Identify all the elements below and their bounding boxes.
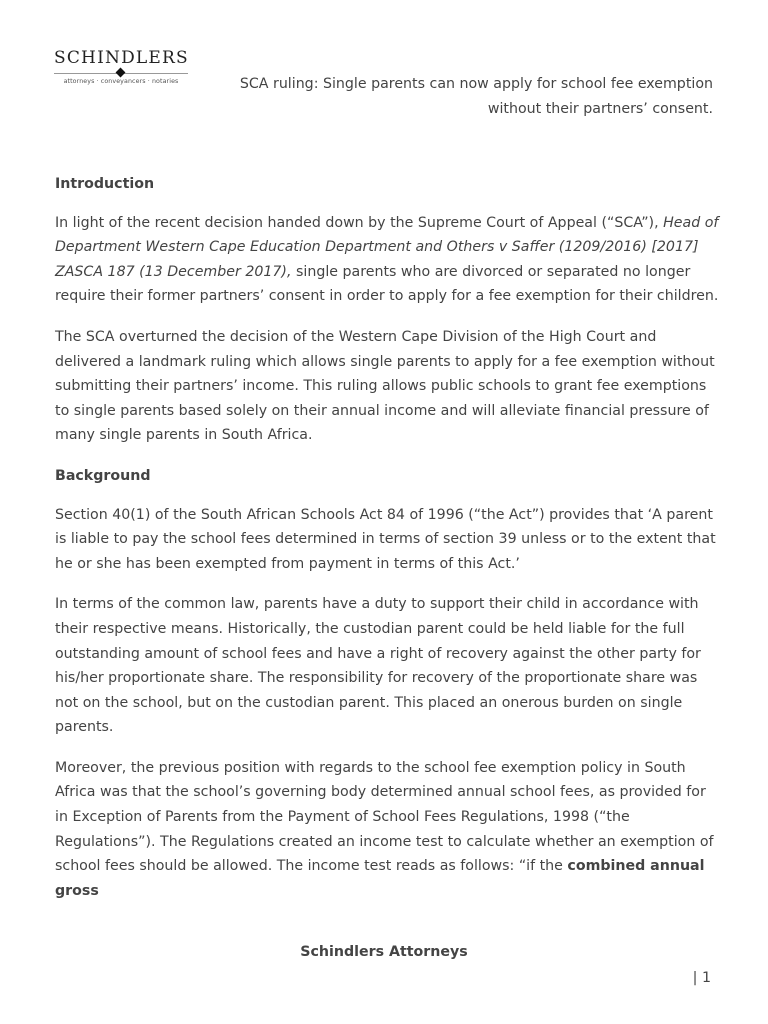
heading-background: Background <box>55 467 151 484</box>
title-line-2: without their partners’ consent. <box>487 100 713 117</box>
footer-firm: Schindlers Attorneys <box>300 944 468 960</box>
heading-introduction: Introduction <box>55 176 155 192</box>
paragraph-1 <box>55 211 720 309</box>
document-title <box>213 72 713 121</box>
paragraph-5 <box>55 756 720 904</box>
case-citation: Head of Department Western Cape Education Department and Others v Saffer (1209/2016) [2017] ZASCA 187 (13 December 2017), <box>55 214 719 280</box>
logo-tagline: attorneys · conveyancers · notaries <box>63 78 179 85</box>
p1-text-end: single parents who are divorced or separated no longer require their former partners’ consent in order to apply for a fee exemption for their children. <box>55 263 719 305</box>
paragraph-3: Section 40(1) of the South African Schools Act 84 of 1996 (“the Act”) provides that ‘A parent is liable to pay the school fees determined in terms of section 39 unless or to the extent that he or she has been exempted from payment in terms of this Act.’ <box>55 506 716 572</box>
paragraph-2: The SCA overturned the decision of the Western Cape Division of the High Court and delivered a landmark ruling which allows single parents to apply for a fee exemption without submitting their partners’ income. This ruling allows public schools to grant fee exemptions to single parents based solely on their annual income and will alleviate financial pressure of many single parents in South Africa. <box>55 328 715 444</box>
document-body <box>55 172 720 919</box>
paragraph-4: In terms of the common law, parents have a duty to support their child in accordance with their respective means. Historically, the custodian parent could be held liable for the full outstanding amount of school fees and have a right of recovery against the other party for his/her proportionate share. The responsibility for recovery of the proportionate share was not on the school, but on the custodian parent. This placed an onerous burden on single parents. <box>55 596 701 736</box>
p1-text: In light of the recent decision handed down by the Supreme Court of Appeal (“SCA”), <box>55 214 664 231</box>
p5-text: Moreover, the previous position with regards to the school fee exemption policy in South Africa was that the school’s governing body determined annual school fees, as provided for in Exception of Parents from the Payment of School Fees Regulations, 1998 (“the Regulations”). The Regulations created an income test to calculate whether an exemption of school fees should be allowed. The income test reads as follows: “if the <box>55 759 714 875</box>
page-number: | 1 <box>692 970 711 986</box>
diamond-icon <box>116 68 126 78</box>
title-line-1: SCA ruling: Single parents can now apply for school fee exemption <box>239 76 713 92</box>
logo-name: SCHINDLERS <box>54 48 189 68</box>
schindlers-logo <box>54 48 188 86</box>
p5-bold: combined annual gross <box>55 858 705 899</box>
logo-rule <box>54 69 188 77</box>
